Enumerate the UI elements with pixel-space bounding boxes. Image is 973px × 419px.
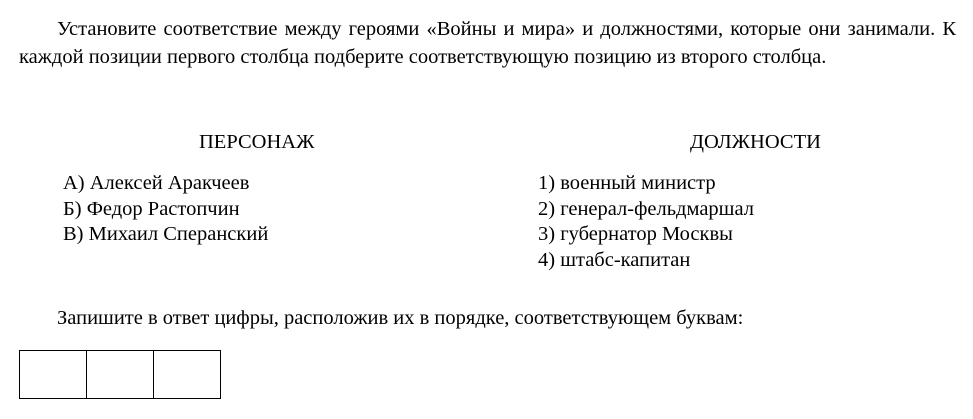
characters-list (63, 171, 268, 248)
character-item-a: А) Алексей Аракчеев (63, 172, 250, 194)
answer-box-v[interactable] (154, 351, 220, 398)
positions-column-header: ДОЛЖНОСТИ (690, 131, 821, 153)
position-item-4: 4) штабс-капитан (538, 248, 691, 271)
position-item-3: 3) губернатор Москвы (538, 223, 733, 245)
answer-box-b[interactable] (87, 351, 154, 398)
characters-column-header: ПЕРСОНАЖ (199, 131, 315, 153)
position-item-2: 2) генерал-фельдмаршал (538, 197, 754, 220)
position-item-1: 1) военный министр (538, 172, 716, 194)
character-item-v: В) Михаил Сперанский (63, 223, 269, 245)
character-item-b: Б) Федор Растопчин (63, 197, 240, 220)
task-instructions: Установите соответствие между героями «Войны и мира» и должностями, которые они занимали. К каждой позиции первого столбца подберите соответствующую позицию из второго столбца. (19, 18, 956, 68)
answer-box-a[interactable] (20, 351, 87, 398)
positions-list (538, 171, 754, 273)
answer-prompt: Запишите в ответ цифры, расположив их в порядке, соответствующем буквам: (57, 307, 744, 329)
answer-grid (19, 350, 221, 399)
